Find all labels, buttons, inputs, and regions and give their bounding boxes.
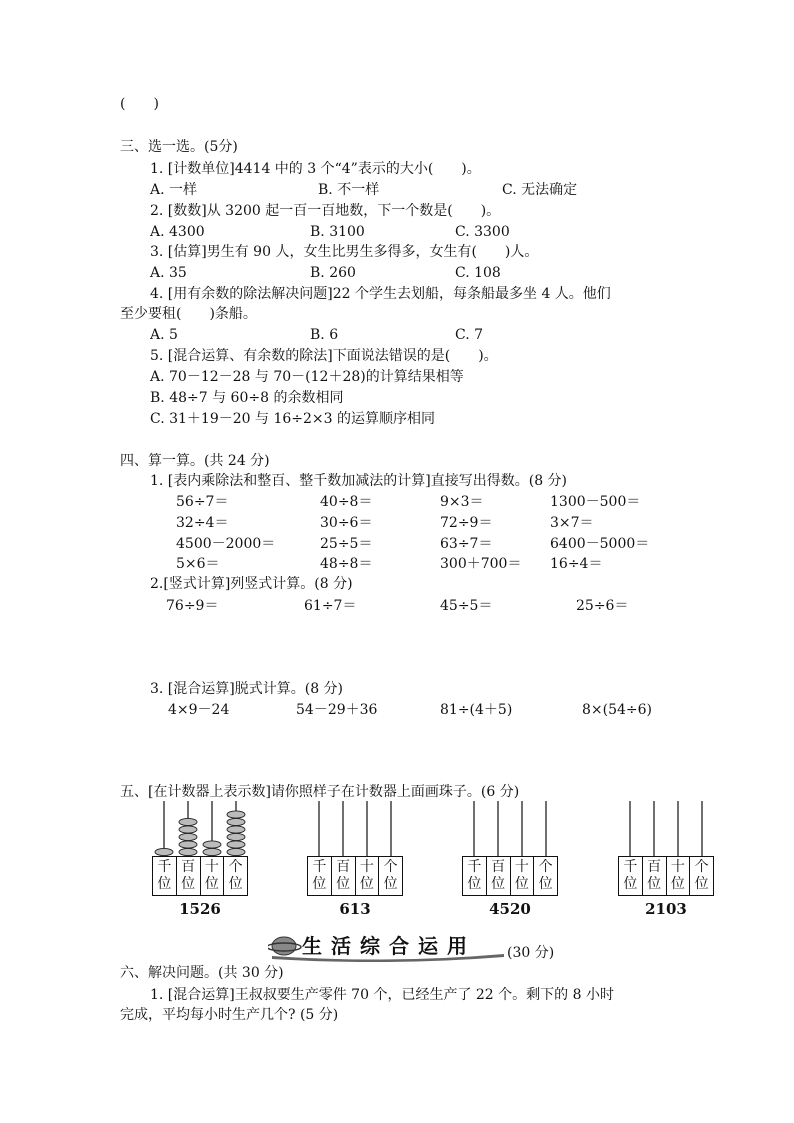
counter-number: 4520	[489, 900, 531, 918]
calc-item: 16÷4＝	[550, 556, 603, 572]
place-tens: 十 位	[355, 856, 380, 896]
counter-4520	[462, 801, 558, 901]
counter-place-row	[462, 856, 558, 896]
counter-bead	[203, 848, 221, 855]
place-hundreds: 百 位	[331, 856, 356, 896]
counter-bead	[179, 826, 197, 833]
counter-bead	[227, 826, 245, 833]
place-ones: 个 位	[533, 856, 558, 896]
section3-q4: 4. [用有余数的除法解决问题]22 个学生去划船，每条船最多坐 4 人。他们	[150, 286, 611, 302]
calc-item: 63÷7＝	[440, 536, 493, 552]
section3-q1-option-a: A. 一样	[150, 182, 198, 198]
section3-q4-option-a: A. 5	[150, 327, 178, 343]
place-tens: 十 位	[666, 856, 691, 896]
section6-q1-line2: 完成，平均每小时生产几个? (5 分)	[120, 1007, 339, 1023]
counter-bead	[227, 818, 245, 825]
counter-bead	[179, 848, 197, 855]
place-hundreds: 百 位	[486, 856, 511, 896]
place-ones: 个 位	[223, 856, 248, 896]
section6-q1-line1: 1. [混合运算]王叔叔要生产零件 70 个，已经生产了 22 个。剩下的 8 小时	[150, 987, 614, 1003]
section3-q1-option-c: C. 无法确定	[502, 182, 578, 198]
counter-rods	[618, 801, 714, 857]
section3-q3-option-b: B. 260	[310, 265, 356, 281]
section3-q4-option-b: B. 6	[310, 327, 339, 343]
section3-q4-option-c: C. 7	[455, 327, 484, 343]
counter-bead	[155, 848, 173, 855]
place-tens: 十 位	[200, 856, 225, 896]
mixed-calc-item: 8×(54÷6)	[582, 702, 653, 718]
calc-item: 300＋700＝	[440, 556, 522, 572]
top-answer-paren: ( )	[120, 96, 159, 112]
section3-q5-option-a: A. 70－12－28 与 70－(12＋28)的计算结果相等	[150, 369, 464, 385]
calc-item: 32÷4＝	[176, 515, 229, 531]
calc-item: 56÷7＝	[176, 494, 229, 510]
section6-title: 六、解决问题。(共 30 分)	[120, 965, 284, 981]
place-hundreds: 百 位	[176, 856, 201, 896]
section3-q3-option-a: A. 35	[150, 265, 187, 281]
counter-number: 2103	[645, 900, 687, 918]
section4-q2-title: 2.[竖式计算]列竖式计算。(8 分)	[150, 576, 353, 592]
counter-number: 613	[339, 900, 371, 918]
counter-bead	[179, 818, 197, 825]
place-tens: 十 位	[510, 856, 535, 896]
section3-q3: 3. [估算]男生有 90 人，女生比男生多得多，女生有( )人。	[150, 244, 539, 260]
place-thousands: 千 位	[152, 856, 177, 896]
place-thousands: 千 位	[307, 856, 332, 896]
counter-rods	[307, 801, 403, 857]
mixed-calc-item: 4×9－24	[168, 702, 230, 718]
counter-bead	[179, 833, 197, 840]
section4-q3-title: 3. [混合运算]脱式计算。(8 分)	[150, 681, 344, 697]
counter-bead	[227, 811, 245, 818]
counter-2103	[618, 801, 714, 901]
calc-item: 40÷8＝	[320, 494, 373, 510]
section3-q2-option-c: C. 3300	[455, 224, 510, 240]
counter-place-row	[618, 856, 714, 896]
counter-bead	[227, 841, 245, 848]
mixed-calc-item: 81÷(4＋5)	[440, 702, 513, 718]
place-hundreds: 百 位	[642, 856, 667, 896]
counter-number: 1526	[179, 900, 221, 918]
vertical-calc-item: 76÷9＝	[166, 598, 219, 614]
section3-title: 三、选一选。(5分)	[120, 139, 238, 155]
calc-item: 4500－2000＝	[176, 536, 276, 552]
section5-title: 五、[在计数器上表示数]请你照样子在计数器上面画珠子。(6 分)	[120, 784, 520, 800]
banner-score: (30 分)	[507, 945, 555, 961]
calc-item: 3×7＝	[550, 515, 594, 531]
section3-q3-option-c: C. 108	[455, 265, 501, 281]
banner-title: 生活综合运用	[302, 934, 476, 958]
section3-q2-option-b: B. 3100	[310, 224, 365, 240]
place-ones: 个 位	[689, 856, 714, 896]
place-thousands: 千 位	[462, 856, 487, 896]
calc-item: 6400－5000＝	[550, 536, 650, 552]
place-thousands: 千 位	[618, 856, 643, 896]
calc-item: 30÷6＝	[320, 515, 373, 531]
calc-item: 72÷9＝	[440, 515, 493, 531]
vertical-calc-item: 45÷5＝	[440, 598, 493, 614]
section-banner	[268, 934, 508, 962]
counter-rods	[462, 801, 558, 857]
section3-q5-option-c: C. 31＋19－20 与 16÷2×3 的运算顺序相同	[150, 411, 435, 427]
vertical-calc-item: 25÷6＝	[576, 598, 629, 614]
globe-icon	[272, 937, 296, 955]
counter-rods	[152, 801, 248, 857]
counter-bead	[227, 833, 245, 840]
counter-bead	[227, 848, 245, 855]
mixed-calc-item: 54－29＋36	[296, 702, 378, 718]
section4-q1-title: 1. [表内乘除法和整百、整千数加减法的计算]直接写出得数。(8 分)	[150, 473, 568, 489]
counter-bead	[203, 841, 221, 848]
counter-1526	[152, 801, 248, 901]
section4-title: 四、算一算。(共 24 分)	[120, 453, 270, 469]
section3-q1-option-b: B. 不一样	[318, 182, 380, 198]
section3-q4-line2: 至少要租( )条船。	[120, 306, 257, 322]
counter-bead	[179, 841, 197, 848]
section3-q2: 2. [数数]从 3200 起一百一百地数，下一个数是( )。	[150, 203, 501, 219]
counter-place-row	[307, 856, 403, 896]
calc-item: 1300－500＝	[550, 494, 641, 510]
counter-613	[307, 801, 403, 901]
calc-item: 25÷5＝	[320, 536, 373, 552]
section3-q1: 1. [计数单位]4414 中的 3 个“4”表示的大小( )。	[150, 161, 481, 177]
calc-item: 5×6＝	[176, 556, 220, 572]
calc-item: 9×3＝	[440, 494, 484, 510]
section3-q2-option-a: A. 4300	[150, 224, 205, 240]
section3-q5-option-b: B. 48÷7 与 60÷8 的余数相同	[150, 390, 344, 406]
place-ones: 个 位	[378, 856, 403, 896]
section3-q5: 5. [混合运算、有余数的除法]下面说法错误的是( )。	[150, 348, 498, 364]
vertical-calc-item: 61÷7＝	[304, 598, 357, 614]
counter-place-row	[152, 856, 248, 896]
calc-item: 48÷8＝	[320, 556, 373, 572]
